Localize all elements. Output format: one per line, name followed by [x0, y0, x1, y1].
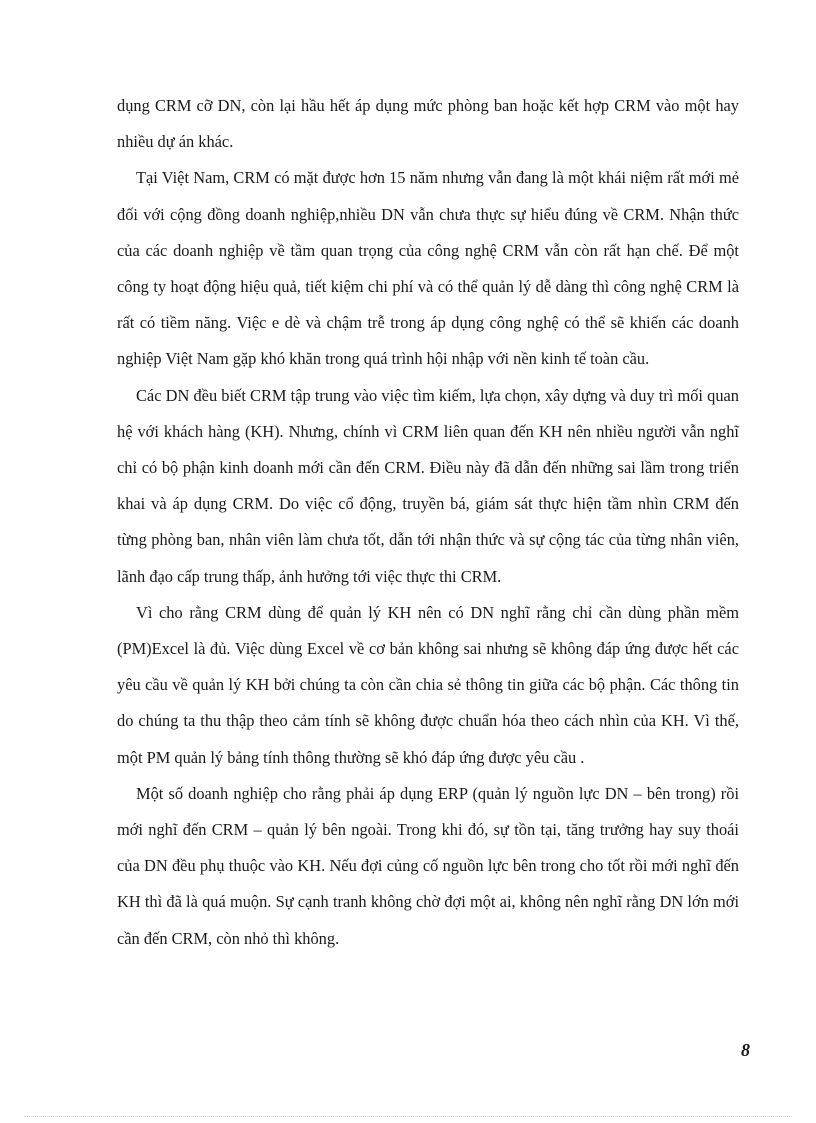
page-bottom-divider — [24, 1116, 792, 1117]
page-number: 8 — [741, 1040, 750, 1060]
paragraph-1: dụng CRM cỡ DN, còn lại hầu hết áp dụng mức phòng ban hoặc kết hợp CRM vào một hay nhiều dự án khác. — [117, 96, 739, 152]
paragraph-4: Vì cho rằng CRM dùng để quản lý KH nên có DN nghĩ rằng chỉ cần dùng phần mềm (PM)Excel là đủ. Việc dùng Excel về cơ bản không sai nhưng sẽ không đáp ứng được hết các yêu cầu về quản lý KH bởi chúng ta còn cần chia sẻ thông tin giữa các bộ phận. Các thông tin do chúng ta thu thập theo cảm tính sẽ không được chuẩn hóa theo cách nhìn của KH. Vì thế, một PM quản lý bảng tính thông thường sẽ khó đáp ứng được yêu cầu . — [117, 602, 739, 767]
document-body — [117, 88, 739, 957]
paragraph-2: Tại Việt Nam, CRM có mặt được hơn 15 năm nhưng vẫn đang là một khái niệm rất mới mẻ đối với cộng đồng doanh nghiệp,nhiều DN vẫn chưa thực sự hiểu đúng về CRM. Nhận thức của các doanh nghiệp về tầm quan trọng của công nghệ CRM vẫn còn rất hạn chế. Để một công ty hoạt động hiệu quả, tiết kiệm chi phí và có thể quản lý dễ dàng thì công nghệ CRM là rất có tiềm năng. Việc e dè và chậm trễ trong áp dụng công nghệ có thể sẽ khiến các doanh nghiệp Việt Nam gặp khó khăn trong quá trình hội nhập với nền kinh tế toàn cầu. — [117, 168, 739, 369]
paragraph-5: Một số doanh nghiệp cho rằng phải áp dụng ERP (quản lý nguồn lực DN – bên trong) rồi mới nghĩ đến CRM – quản lý bên ngoài. Trong khi đó, sự tồn tại, tăng trưởng hay suy thoái của DN đều phụ thuộc vào KH. Nếu đợi củng cố nguồn lực bên trong cho tốt rồi mới nghĩ đến KH thì đã là quá muộn. Sự cạnh tranh không chờ đợi một ai, không nên nghĩ rằng DN lớn mới cần đến CRM, còn nhỏ thì không. — [117, 783, 739, 948]
paragraph-3: Các DN đều biết CRM tập trung vào việc tìm kiếm, lựa chọn, xây dựng và duy trì mối quan hệ với khách hàng (KH). Nhưng, chính vì CRM liên quan đến KH nên nhiều người vẫn nghĩ chỉ có bộ phận kinh doanh mới cần đến CRM. Điều này đã dẫn đến những sai lầm trong triển khai và áp dụng CRM. Do việc cổ động, truyền bá, giám sát thực hiện tầm nhìn CRM đến từng phòng ban, nhân viên làm chưa tốt, dẫn tới nhận thức và sự cộng tác của từng nhân viên, lãnh đạo cấp trung thấp, ảnh hưởng tới việc thực thi CRM. — [117, 385, 739, 586]
